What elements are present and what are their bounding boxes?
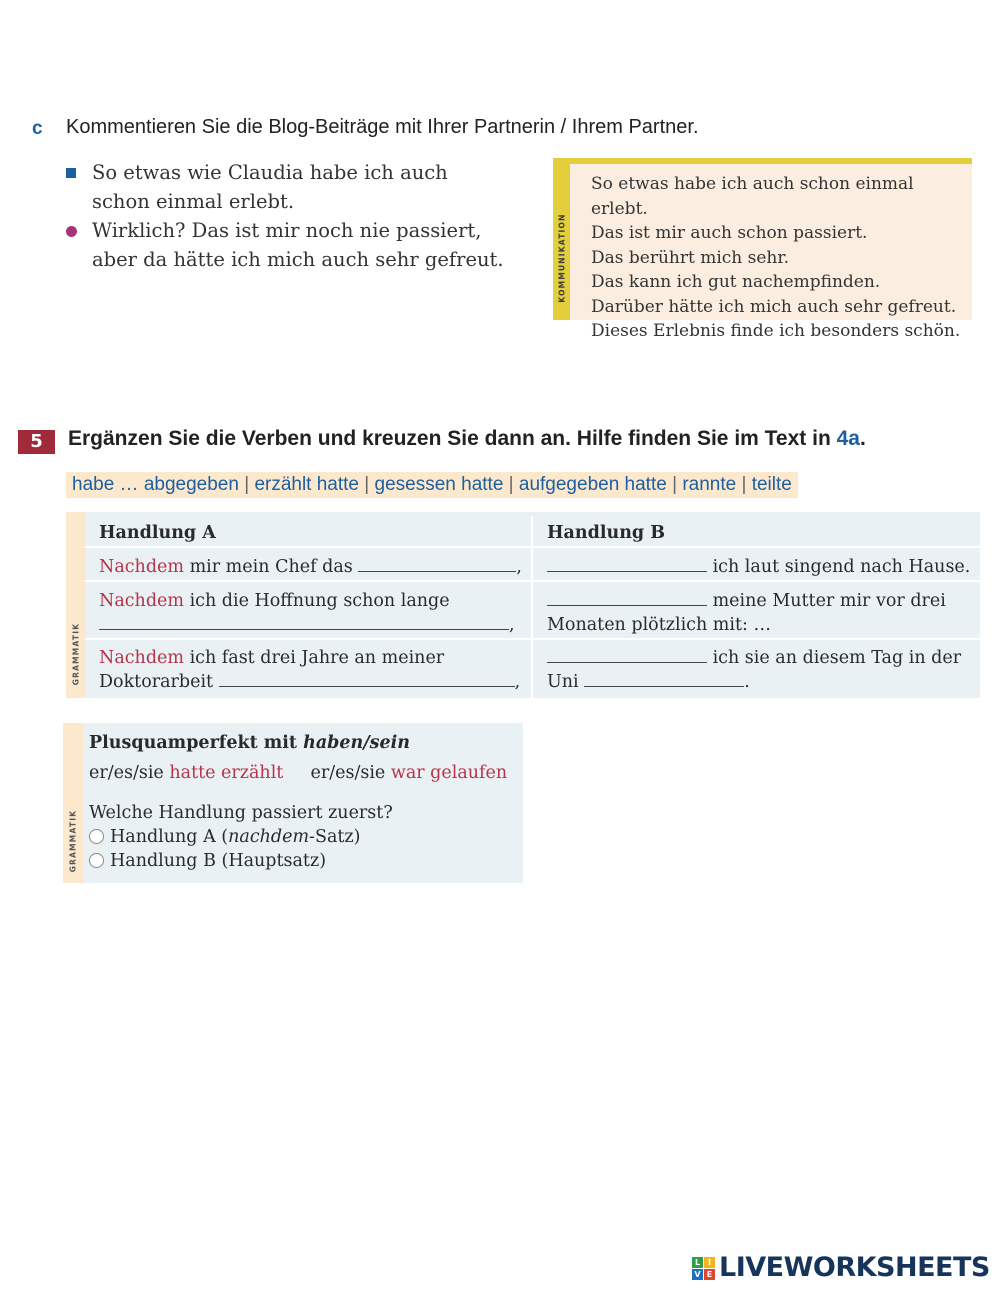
grammar-box [63,723,523,883]
answer-blank[interactable] [358,556,516,572]
answer-blank[interactable] [547,590,707,606]
option-handlung-a[interactable]: Handlung A (nachdem-Satz) [89,825,507,849]
header-handlung-a: Handlung A [99,523,216,543]
logo-grid-icon [692,1257,716,1281]
phrase-item: Dieses Erlebnis finde ich besonders schön. [591,321,961,341]
text-reference-link[interactable]: 4a [836,427,860,450]
blue-square-icon [66,168,76,178]
word-bank-item: aufgegeben hatte [518,474,667,495]
kommunikation-label-strip [553,164,570,320]
word-bank-item: teilte [751,474,792,495]
table-row-3-a: Nachdem ich fast drei Jahre an meiner Doktorarbeit , [99,648,521,692]
task-c-instruction: Kommentieren Sie die Blog-Beiträge mit Ihrer Partnerin / Ihrem Partner. [66,116,699,138]
option-handlung-b[interactable]: Handlung B (Hauptsatz) [89,849,507,873]
word-bank-item: gesessen hatte [374,474,504,495]
grammatik-label-strip [63,723,83,883]
phrase-item: So etwas habe ich auch schon einmal erlebt. [591,174,914,219]
phrase-item: Das ist mir auch schon passiert. [591,223,868,243]
word-bank-item: habe … abgegeben [72,474,239,495]
grammatik-label-strip [66,512,85,698]
phrase-item: Das berührt mich sehr. [591,247,790,268]
phrase-list [591,172,972,344]
logo-tile: L [692,1257,703,1268]
table-row-2-b: meine Mutter mir vor drei Monaten plötzlich mit: … [547,591,946,635]
task-letter-c: c [32,118,43,139]
word-bank: habe … abgegeben | erzählt hatte | gesessen hatte | aufgegeben hatte | rannte | teilte [66,472,798,498]
phrase-item: Das kann ich gut nachempfinden. [591,272,881,292]
logo-tile: I [704,1257,715,1268]
grammar-table [66,512,980,698]
header-handlung-b: Handlung B [547,523,666,543]
grammar-examples: er/es/sie hatte erzählt er/es/sie war gelaufen [89,763,508,783]
word-bank-item: rannte [682,474,737,495]
dialogue-example [66,158,526,274]
radio-button[interactable] [89,853,104,868]
column-divider [531,516,533,698]
radio-button[interactable] [89,829,104,844]
grammatik-label: GRAMMATIK [71,622,80,686]
table-row-1-b: ich laut singend nach Hause. [547,555,977,579]
answer-blank[interactable] [219,671,515,687]
exercise-number-badge: 5 [18,430,55,454]
logo-tile: V [692,1269,703,1280]
kommunikation-label: KOMMUNIKATION [557,213,566,303]
table-row-2-a: Nachdem ich die Hoffnung schon lange , [99,591,515,635]
kommunikation-box [553,158,972,341]
answer-blank[interactable] [547,647,707,663]
exercise-5-instruction: Ergänzen Sie die Verben und kreuzen Sie dann an. Hilfe finden Sie im Text in 4a. [68,427,866,450]
table-row-1-a: Nachdem mir mein Chef das , [99,557,522,577]
answer-blank[interactable] [99,614,509,630]
grammar-question: Welche Handlung passiert zuerst? [89,803,393,823]
word-bank-item: erzählt hatte [254,474,360,495]
grammar-box-title: Plusquamperfekt mit haben/sein [89,733,410,753]
logo-text: LIVEWORKSHEETS [719,1252,990,1283]
phrase-item: Darüber hätte ich mich auch sehr gefreut. [591,296,957,317]
answer-blank[interactable] [547,556,707,572]
table-row-3-b: ich sie an diesem Tag in der Uni . [547,648,962,692]
dialogue-line-2: Wirklich? Das ist mir noch nie passiert, aber da hätte ich mich auch sehr gefreut. [66,216,526,274]
purple-dot-icon [66,226,77,237]
answer-blank[interactable] [584,671,744,687]
grammatik-label: GRAMMATIK [68,809,78,873]
dialogue-line-1: So etwas wie Claudia habe ich auch schon einmal erlebt. [66,158,526,216]
logo-tile: E [704,1269,715,1280]
